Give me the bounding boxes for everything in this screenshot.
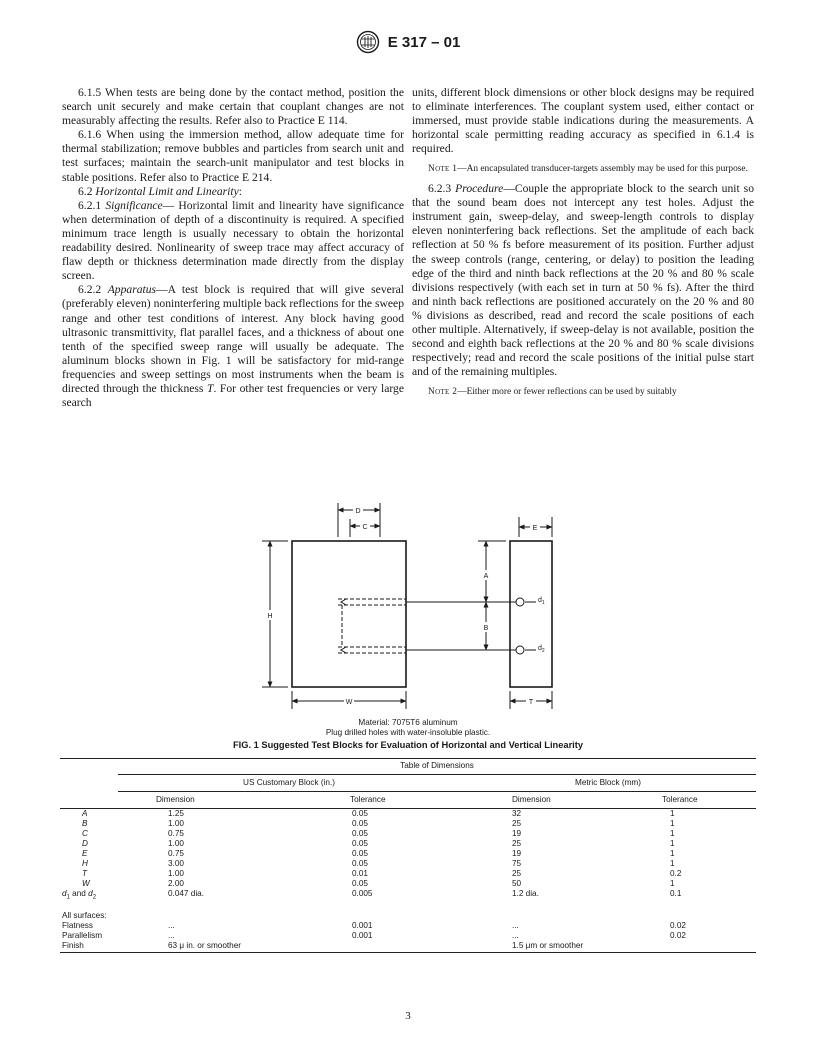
cell-us-dim: 0.75 [168, 829, 184, 838]
page-number: 3 [405, 1010, 411, 1022]
cell-us-tol: 0.05 [352, 829, 368, 838]
cell-us-dim: 1.00 [168, 839, 184, 848]
cell-us-dim: ... [168, 920, 175, 930]
cell-us-tol: 0.001 [352, 920, 373, 930]
label-w: W [345, 699, 353, 706]
cell-label: C [82, 829, 88, 838]
table-row [60, 809, 756, 820]
cell-m-dim: 1.5 μm or smoother [512, 940, 584, 950]
cell-us-tol: 0.01 [352, 869, 368, 878]
left-block [292, 541, 406, 687]
material-note: Material: 7075T6 aluminum [358, 718, 458, 727]
cell-us-tol: 0.05 [352, 819, 368, 828]
cell-us-tol: 0.05 [352, 859, 368, 868]
cell-m-tol [650, 941, 756, 951]
us-header: US Customary Block (in.) [118, 775, 460, 792]
cell-m-tol: 1 [670, 849, 675, 858]
cell-us-dim: ... [168, 930, 175, 940]
cell-label: Parallelism [62, 930, 103, 940]
label-t: T [528, 699, 534, 706]
table-title: Table of Dimensions [118, 759, 756, 775]
note-2: Note 2—Either more or fewer reflections can be used by suitably [428, 387, 677, 398]
dimensions-table [60, 758, 756, 953]
label-h: H [267, 613, 273, 620]
cell-m-tol: 1 [670, 879, 675, 888]
cell-us-tol [350, 941, 460, 951]
figure-title: FIG. 1 Suggested Test Blocks for Evaluation of Horizontal and Vertical Linearity [232, 740, 584, 750]
cell-us-tol: 0.05 [352, 879, 368, 888]
cell-us-dim: 1.00 [168, 869, 184, 878]
metric-header: Metric Block (mm) [460, 775, 756, 792]
cell-label: B [82, 819, 88, 828]
cell-m-dim: 19 [512, 829, 522, 838]
col-us-tolerance: Tolerance [350, 792, 460, 809]
col-metric-dimension: Dimension [460, 792, 650, 809]
paragraph-continued: units, different block dimensions or other block designs may be required to eliminate interferences. The couplant system used, either contact or immersed, must provide stable indications during the measurements. A horizontal scale permitting reading accuracy as specified in 6.1.4 is required. [412, 86, 754, 156]
cell-m-tol: 0.02 [670, 920, 686, 930]
cell-m-dim: 25 [512, 819, 522, 828]
table-row: $d_1$ and $d_2$ 0.047 dia. 0.005 1.2 dia. 0.1 [62, 889, 682, 901]
paragraph-6-2-2: 6.2.2 Apparatus—A test block is required that will give several (preferably eleven) noninterfering multiple back reflections for the sweep range and other test conditions of interest. Any block having good ultrasonic transmittivity, flat parallel faces, and a thickness of about one tenth of the specified sweep range will usually be adequate. The aluminum blocks shown in Fig. 1 will be satisfactory for mid-range frequencies and sweep settings on most instruments when the beam is directed through the thickness T. For other test frequencies or very large search [62, 283, 404, 410]
cell-m-dim: 25 [512, 839, 522, 848]
cell-us-dim: 63 μ in. or smoother [168, 940, 241, 950]
cell-m-dim: 19 [512, 849, 522, 858]
cell-m-dim: ... [512, 930, 519, 940]
cell-m-tol: 0.2 [670, 869, 682, 878]
label-c: C [362, 524, 368, 531]
table-row [60, 829, 756, 839]
figure-notes [0, 718, 816, 738]
note-1: Note 1—An encapsulated transducer-targets assembly may be used for this purpose. [428, 164, 748, 175]
cell-us-dim: 3.00 [168, 859, 184, 868]
paragraph-6-1-6: 6.1.6 When using the immersion method, allow adequate time for thermal stabilization; remove bubbles and particles from search unit and test surfaces; maintain the search-unit manipulator and test blocks in stable positions. Refer also to Practice E 214. [62, 128, 404, 184]
table-row [60, 921, 756, 931]
label-e: E [532, 525, 538, 532]
label-d1: $d_1$ [538, 597, 545, 606]
col-metric-tolerance: Tolerance [650, 792, 756, 809]
label-b: B [483, 625, 489, 632]
cell-us-tol: 0.05 [352, 839, 368, 848]
cell-m-tol: 1 [670, 819, 675, 828]
cell-us-tol: 0.05 [352, 809, 368, 818]
table-row [60, 859, 756, 869]
cell-us-dim: 1.00 [168, 819, 184, 828]
paragraph-6-1-5: 6.1.5 When tests are being done by the contact method, position the search unit securely and make certain that couplant changes are not measurably affecting the results. Refer also to Practice E 114. [62, 86, 404, 128]
paragraph-6-2-3: 6.2.3 Procedure—Couple the appropriate block to the search unit so that the sound beam does not intercept any test holes. Adjust the instrument gain, sweep-delay, and sweep-length controls to display eleven noninterfering back reflections. Set the amplitude of each back reflection at 50 % fs before measurement of its position. Further adjust the sweep controls (range, centering, or delay) to position the leading edge of the third and ninth back reflections at the 20 % and 80 % scale divisions respectively (with each set in turn at 50 % fs). After the third and ninth back reflections are positioned accurately on the 20 % and 80 % divisions as described, read and record the scale positions of each other multiple. Alternatively, if sweep-delay is not available, position the second and eighth back reflections at the 20 % and 80 % scale divisions respectively; read and record the scale positions of the initial pulse start and of the remaining multiples. [412, 182, 754, 379]
cell-label: Flatness [62, 920, 93, 930]
label-d: D [355, 508, 361, 515]
cell-m-dim: 25 [512, 869, 522, 878]
cell-m-tol: 0.02 [670, 930, 686, 940]
astm-logo-icon [356, 30, 380, 54]
table-row [60, 869, 756, 879]
hole-d2 [516, 646, 524, 654]
right-block [510, 541, 552, 687]
table-row [60, 931, 756, 941]
table-row [60, 879, 756, 889]
plug-note: Plug drilled holes with water-insoluble plastic. [325, 728, 491, 737]
cell-m-tol: 1 [670, 859, 675, 868]
cell-us-dim: 1.25 [168, 809, 184, 818]
table-row [60, 941, 756, 951]
cell-label: A [82, 809, 88, 818]
test-block-figure [240, 497, 580, 715]
hole-d1 [516, 598, 524, 606]
table-row [60, 839, 756, 849]
cell-us-dim: 2.00 [168, 879, 184, 888]
right-column [412, 86, 754, 405]
table-row [60, 819, 756, 829]
designation: E 317 – 01 [387, 33, 461, 51]
col-us-dimension: Dimension [118, 792, 350, 809]
table-row [60, 849, 756, 859]
cell-us-tol: 0.05 [352, 849, 368, 858]
cell-label: T [82, 869, 88, 878]
page-header [0, 30, 816, 54]
cell-us-dim: 0.75 [168, 849, 184, 858]
cell-label: W [82, 879, 90, 888]
all-surfaces-label: All surfaces: [62, 910, 107, 920]
cell-m-tol: 1 [670, 839, 675, 848]
cell-us-tol: 0.001 [352, 930, 373, 940]
cell-label: E [82, 849, 88, 858]
cell-label: Finish [62, 940, 84, 950]
cell-m-dim: 50 [512, 879, 522, 888]
cell-m-dim: ... [512, 920, 519, 930]
cell-m-tol: 1 [670, 809, 675, 818]
label-a: A [483, 573, 489, 580]
left-column [62, 86, 404, 410]
paragraph-6-2: 6.2 Horizontal Limit and Linearity: [78, 184, 242, 198]
label-d2: $d_2$ [538, 645, 545, 654]
cell-m-tol: 1 [670, 829, 675, 838]
cell-m-dim: 75 [512, 859, 522, 868]
paragraph-6-2-1: 6.2.1 Significance— Horizontal limit and linearity have significance when determination of depth of a discontinuity is required. A specified minimum trace length is usually necessary to obtain the horizontal readability desired. Nonlinearity of sweep trace may affect accuracy of flaw depth or thickness determination made directly from the display screen. [62, 198, 404, 283]
cell-label: H [82, 859, 88, 868]
cell-label: D [82, 839, 88, 848]
cell-m-dim: 32 [512, 809, 522, 818]
